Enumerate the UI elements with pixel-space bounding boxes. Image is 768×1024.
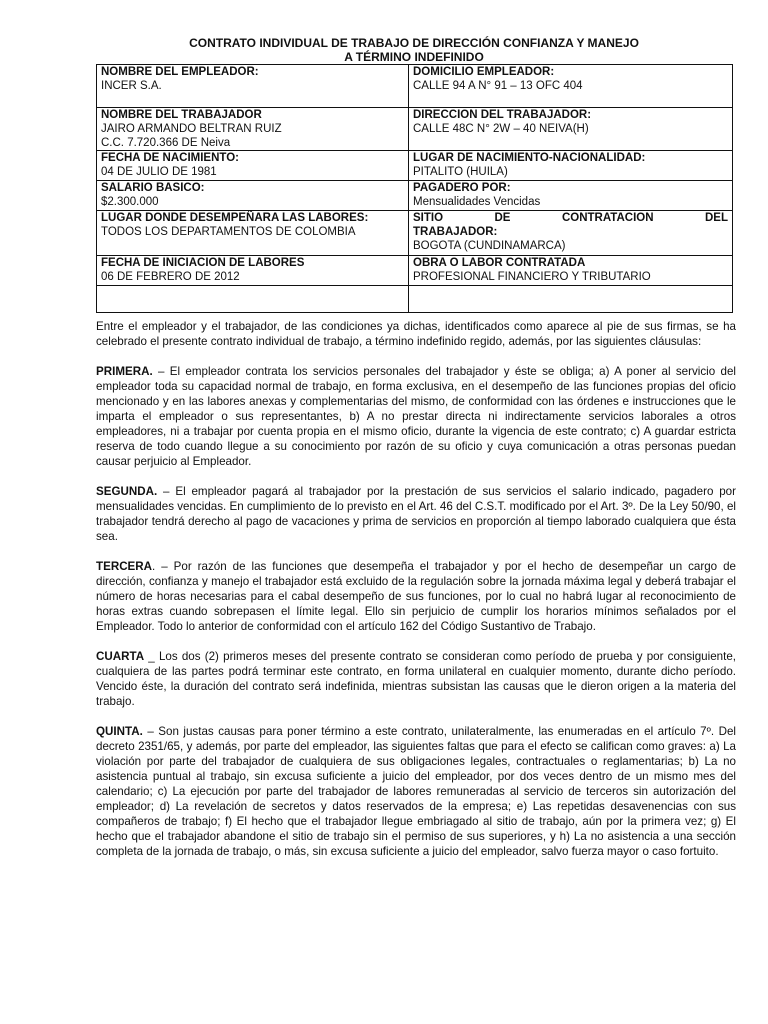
clause-heading: QUINTA. [96, 725, 143, 738]
table-row [97, 181, 733, 211]
worker-id-value: C.C. 7.720.366 DE Neiva [101, 136, 231, 149]
clause-text: – El empleador pagará al trabajador por la prestación de sus servicios el salario indicado, pagadero por mensualidades vencidas. En cumplimiento de lo previsto en el Art. 46 del C.S.T. modificado por el Art. 3º. De la Ley 50/90, el trabajador tendrá derecho al pago de vacaciones y prima de servicios en proporción al tiempo laborado cualquiera que ésta sea. [96, 485, 736, 543]
clause-tercera [96, 559, 736, 634]
employer-name-cell [97, 65, 409, 108]
employer-address-cell [409, 65, 733, 108]
birth-date-value: 04 DE JULIO DE 1981 [101, 166, 217, 179]
table-row [97, 151, 733, 181]
title-line-1: CONTRATO INDIVIDUAL DE TRABAJO DE DIRECCIÓN CONFIANZA Y MANEJO [189, 36, 639, 50]
clause-quinta [96, 724, 736, 859]
worker-name-cell [97, 108, 409, 151]
clause-segunda [96, 484, 736, 544]
salary-value: $2.300.000 [101, 196, 159, 209]
clause-text: . – Por razón de las funciones que desempeña el trabajador y por el hecho de desempeñar un cargo de dirección, confianza y manejo el trabajador está excluido de la regulación sobre la jornada máxima legal y deberá trabajar el número de horas necesarias para el cabal desempeño de sus funciones, por lo cual no habrá lugar al reconocimiento de horas extras cuando sobrepasen el límite legal. Ello sin perjuicio de cumplir los horarios mínimos señalados por el Empleador. Todo lo anterior de conformidad con el artículo 162 del Código Sustantivo de Trabajo. [96, 560, 736, 633]
work-place-cell [97, 211, 409, 256]
table-row [97, 286, 733, 313]
hiring-site-label-line-2: TRABAJADOR: [413, 226, 498, 239]
paid-by-label: PAGADERO POR: [413, 182, 511, 195]
work-value: PROFESIONAL FINANCIERO Y TRIBUTARIO [413, 271, 651, 284]
table-row [97, 211, 733, 256]
birth-place-value: PITALITO (HUILA) [413, 166, 508, 179]
employer-name-label: NOMBRE DEL EMPLEADOR: [101, 66, 259, 78]
clause-primera [96, 364, 736, 469]
worker-address-cell [409, 108, 733, 151]
start-date-value: 06 DE FEBRERO DE 2012 [101, 271, 240, 284]
hiring-site-cell [409, 211, 733, 256]
worker-address-label: DIRECCION DEL TRABAJADOR: [413, 109, 592, 121]
contract-body [96, 319, 736, 874]
employer-address-label: DOMICILIO EMPLEADOR: [413, 66, 555, 78]
birth-date-label: FECHA DE NACIMIENTO: [101, 152, 239, 165]
work-label: OBRA O LABOR CONTRATADA [413, 257, 586, 270]
clause-text: – El empleador contrata los servicios personales del trabajador y éste se obliga; a) A poner al servicio del empleador toda su capacidad normal de trabajo, en forma exclusiva, en el desempeño de las funciones propias del oficio mencionado y en las labores anexas y complementarias del mismo, de conformidad con las órdenes e instrucciones que le imparta el empleador o sus representantes, b) A no prestar directa ni indirectamente servicios laborales a otros empleadores, ni a trabajar por cuenta propia en el mismo oficio, durante la vigencia de este contrato; c) A guardar estricta reserva de todo cuando llegue a su conocimiento por razón de su oficio y cuya comunicación a otras personas puedan causar perjuicio al Empleador. [96, 365, 736, 468]
work-place-value: TODOS LOS DEPARTAMENTOS DE COLOMBIA [101, 226, 356, 239]
clause-text: _ Los dos (2) primeros meses del presente contrato se consideran como período de prueba y por consiguiente, cualquiera de las partes podrá terminar este contrato, en forma unilateral en cualquier momento, durante dicho período. Vencido éste, la duración del contrato será indefinida, mientras subsistan las causas que le dieron origen a la materia del trabajo. [96, 650, 736, 708]
hiring-site-label-word: CONTRATACION [561, 212, 654, 225]
paid-by-value: Mensualidades Vencidas [413, 196, 541, 209]
salary-cell [97, 181, 409, 211]
clause-heading: TERCERA [96, 560, 153, 573]
table-row [97, 65, 733, 108]
birth-place-label: LUGAR DE NACIMIENTO-NACIONALIDAD: [413, 152, 646, 165]
empty-cell [97, 286, 409, 313]
table-row [97, 108, 733, 151]
birth-place-cell [409, 151, 733, 181]
hiring-site-label-word: DE [494, 212, 511, 225]
hiring-site-value: BOGOTA (CUNDINAMARCA) [413, 239, 566, 252]
employer-address-value: CALLE 94 A N° 91 – 13 OFC 404 [413, 79, 583, 92]
employer-name-value: INCER S.A. [101, 79, 162, 92]
clause-cuarta [96, 649, 736, 709]
clause-text: – Son justas causas para poner término a este contrato, unilateralmente, las enumeradas en el artículo 7º. Del decreto 2351/65, y además, por parte del empleador, las siguientes faltas que para el efecto se califican como graves: a) La violación por parte del trabajador de cualquiera de sus obligaciones legales, contractuales o reglamentarias; b) La no asistencia puntual al trabajo, sin excusa suficiente a juicio del empleador, por dos veces dentro de un mismo mes del calendario; c) La ejecución por parte del trabajador de labores remuneradas al servicio de terceros sin autorización del empleador; d) La revelación de secretos y datos reservados de la empresa; e) Las repetidas desavenencias con sus compañeros de trabajo; f) El hecho que el trabajador llegue embriagado al sitio de trabajo, aún por la primera vez; g) El hecho que el trabajador abandone el sitio de trabajo sin el permiso de sus superiores, y h) La no asistencia a una sección completa de la jornada de trabajo, o más, sin excusa suficiente a juicio del empleador, salvo fuerza mayor o caso fortuito. [96, 725, 736, 858]
work-cell [409, 256, 733, 286]
birth-date-cell [97, 151, 409, 181]
empty-cell [409, 286, 733, 313]
table-row [97, 256, 733, 286]
hiring-site-label-word: SITIO [413, 212, 444, 225]
hiring-site-label-word: DEL [704, 212, 728, 225]
worker-name-label: NOMBRE DEL TRABAJADOR [101, 109, 262, 121]
clause-heading: CUARTA [96, 650, 145, 663]
paid-by-cell [409, 181, 733, 211]
start-date-cell [97, 256, 409, 286]
work-place-label: LUGAR DONDE DESEMPEÑARA LAS LABORES: [101, 212, 369, 225]
intro-paragraph: Entre el empleador y el trabajador, de las condiciones ya dichas, identificados como aparece al pie de sus firmas, se ha celebrado el presente contrato individual de trabajo, a término indefinido regido, además, por las siguientes cláusulas: [96, 320, 736, 348]
title-line-2: A TÉRMINO INDEFINIDO [344, 50, 484, 64]
clause-heading: PRIMERA. [96, 365, 153, 378]
start-date-label: FECHA DE INICIACION DE LABORES [101, 257, 305, 270]
worker-name-value: JAIRO ARMANDO BELTRAN RUIZ [101, 122, 282, 135]
hiring-site-label [413, 212, 728, 226]
contract-info-table [96, 64, 733, 313]
clause-heading: SEGUNDA. [96, 485, 158, 498]
salary-label: SALARIO BASICO: [101, 182, 205, 195]
worker-address-value: CALLE 48C N° 2W – 40 NEIVA(H) [413, 122, 589, 135]
document-title [96, 36, 732, 64]
